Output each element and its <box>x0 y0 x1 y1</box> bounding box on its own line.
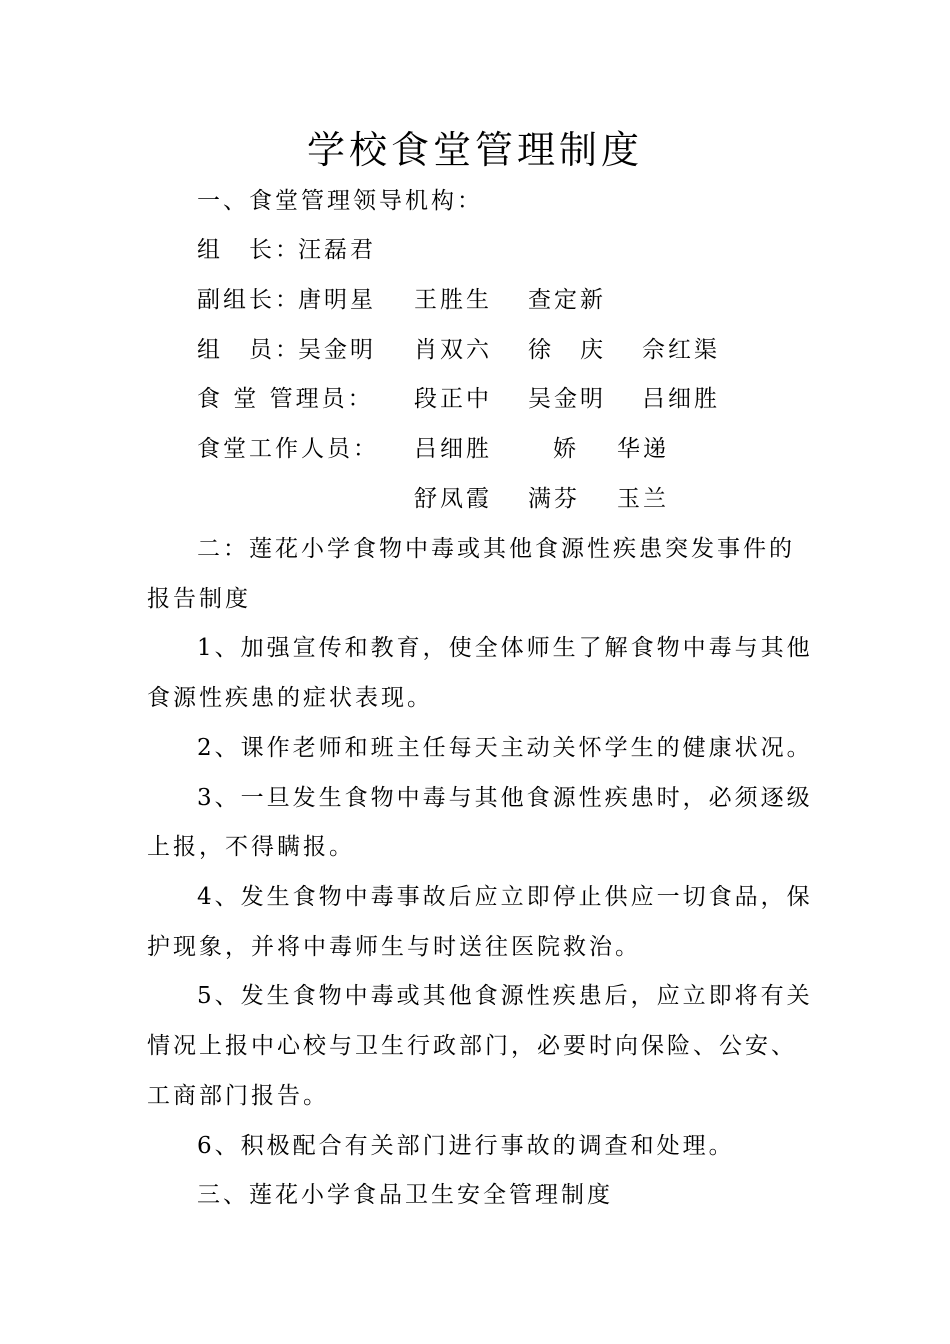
section1-heading: 一、食堂管理领导机构： <box>197 188 483 214</box>
staff-name: 华递 <box>617 436 669 462</box>
list-item-continued: 护现象，并将中毒师生与时送往医院救治。 <box>147 934 641 960</box>
member-name: 佘红渠 <box>642 337 720 363</box>
list-item-continued: 情况上报中心校与卫生行政部门，必要时向保险、公安、 <box>147 1033 797 1059</box>
list-item: 2、课作老师和班主任每天主动关怀学生的健康状况。 <box>197 735 813 761</box>
vice-leader-name: 王胜生 <box>414 287 492 313</box>
section2-heading: 二：莲花小学食物中毒或其他食源性疾患突发事件的 <box>197 536 795 562</box>
section3-heading: 三、莲花小学食品卫生安全管理制度 <box>197 1182 613 1208</box>
manager-name: 吴金明 <box>528 386 606 412</box>
member-name: 肖双六 <box>414 337 492 363</box>
leader-label: 组 长： <box>197 237 301 263</box>
list-item: 1、加强宣传和教育，使全体师生了解食物中毒与其他 <box>197 635 813 661</box>
staff-name: 娇 <box>553 436 579 462</box>
list-item: 6、积极配合有关部门进行事故的调查和处理。 <box>197 1133 735 1159</box>
staff-name: 吕细胜 <box>414 436 492 462</box>
vice-leader-name: 唐明星 <box>298 287 376 313</box>
vice-leader-name: 查定新 <box>528 287 606 313</box>
section2-heading-continued: 报告制度 <box>147 586 251 612</box>
list-item: 4、发生食物中毒事故后应立即停止供应一切食品，保 <box>197 884 813 910</box>
staff-label: 食堂工作人员： <box>197 436 379 462</box>
list-item: 3、一旦发生食物中毒与其他食源性疾患时，必须逐级 <box>197 785 813 811</box>
leader-name: 汪磊君 <box>298 237 376 263</box>
staff-name: 舒凤霞 <box>414 486 492 512</box>
manager-name: 段正中 <box>414 386 492 412</box>
member-name: 吴金明 <box>298 337 376 363</box>
managers-label: 食 堂 管理员： <box>197 386 374 412</box>
list-item-continued: 上报，不得瞒报。 <box>147 834 355 860</box>
member-name: 徐 庆 <box>528 337 606 363</box>
staff-name: 玉兰 <box>617 486 669 512</box>
manager-name: 吕细胜 <box>642 386 720 412</box>
list-item: 5、发生食物中毒或其他食源性疾患后，应立即将有关 <box>197 983 813 1009</box>
vice-leader-label: 副组长： <box>197 287 301 313</box>
list-item-continued: 食源性疾患的症状表现。 <box>147 685 433 711</box>
list-item-continued: 工商部门报告。 <box>147 1083 329 1109</box>
staff-name: 满芬 <box>528 486 580 512</box>
members-label: 组 员： <box>197 337 301 363</box>
document-title: 学校食堂管理制度 <box>306 128 643 172</box>
